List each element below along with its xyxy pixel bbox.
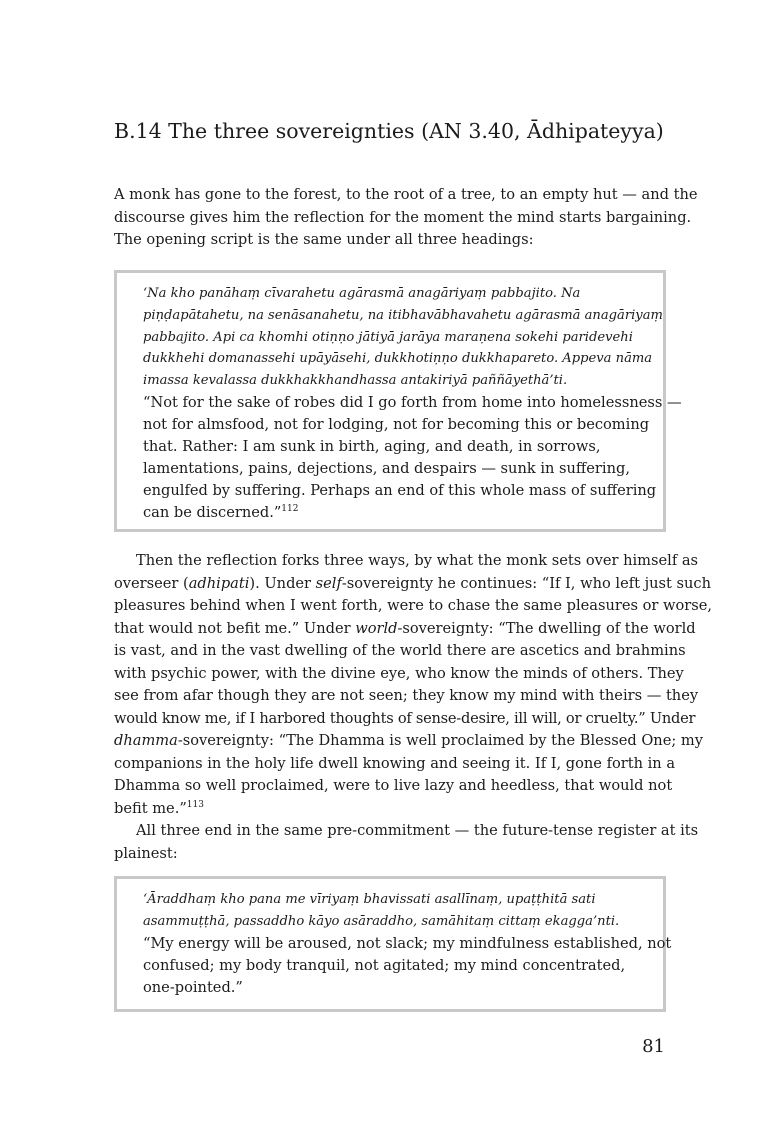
- body-line: [114, 573, 711, 596]
- text-run: -sovereignty he continues: “If I, who left just such: [341, 574, 711, 592]
- body-paragraph: [114, 550, 713, 865]
- english-line: lamentations, pains, dejections, and despairs — sunk in suffering,: [143, 459, 630, 477]
- body-line: with psychic power, with the divine eye, who know the minds of others. They: [114, 664, 684, 682]
- body-line: Then the reflection forks three ways, by what the monk sets over himself as: [136, 552, 699, 569]
- pali-line: ‘Na kho panāhaṃ cīvarahetu agārasmā anagāriyaṃ pabbajito. Na: [143, 286, 581, 301]
- body-line: Dhamma so well proclaimed, were to live lazy and heedless, that would not: [114, 777, 673, 794]
- text-run: -sovereignty: “The Dhamma is well proclaimed by the Blessed One; my: [177, 732, 703, 749]
- english-line: confused; my body tranquil, not agitated; my mind concentrated,: [143, 956, 626, 974]
- italic-term: adhipati: [188, 574, 250, 592]
- quote-box-closing: [114, 876, 672, 1012]
- pali-line: asammuṭṭhā, passaddho kāyo asāraddho, samāhitaṃ cittaṃ ekagga’nti.: [143, 913, 620, 929]
- english-line: not for almsfood, not for lodging, not for becoming this or becoming: [143, 415, 650, 433]
- body-line: pleasures behind when I went forth, were to chase the same pleasures or worse,: [114, 597, 713, 614]
- closing-line: All three end in the same pre-commitment — the future-tense register at its: [136, 822, 699, 839]
- english-line: “My energy will be aroused, not slack; my mindfulness established, not: [143, 934, 672, 952]
- footnote-ref-113[interactable]: 113: [186, 799, 204, 810]
- quote-box-opening: [114, 270, 682, 532]
- english-line-text: can be discerned.”: [143, 503, 282, 521]
- body-line: is vast, and in the vast dwelling of the world there are ascetics and brahmins: [114, 642, 686, 659]
- body-line: [114, 798, 666, 821]
- section-heading: B.14 The three sovereignties (AN 3.40, Ādhipateyya): [114, 119, 664, 143]
- text-run: ). Under: [249, 574, 316, 592]
- english-line: one-pointed.”: [143, 978, 243, 996]
- body-line: would know me, if I harbored thoughts of sense-desire, ill will, or cruelty.” Under: [114, 709, 696, 727]
- english-line: that. Rather: I am sunk in birth, aging, and death, in sorrows,: [143, 437, 601, 455]
- body-line: [114, 730, 703, 753]
- pali-line: piṇḍapātahetu, na senāsanahetu, na itibhavābhavahetu agārasmā anagāriyaṃ: [143, 307, 663, 323]
- closing-line: plainest:: [114, 844, 178, 862]
- body-line: see from afar though they are not seen; they know my mind with theirs — they: [114, 687, 699, 704]
- text-run: -sovereignty: “The dwelling of the world: [397, 619, 696, 637]
- english-line: “Not for the sake of robes did I go forth from home into homelessness —: [143, 393, 682, 411]
- page-number: 81: [642, 1036, 665, 1057]
- pali-line: ‘Āraddhaṃ kho pana me vīriyaṃ bhavissati asallīnaṃ, upaṭṭhitā sati: [143, 892, 596, 907]
- text-run: befit me.”: [114, 799, 187, 817]
- pali-line: pabbajito. Api ca khomhi otiṇṇo jātiyā jarāya maraṇena sokehi paridevehi: [143, 329, 633, 345]
- intro-line: The opening script is the same under all three headings:: [114, 231, 534, 248]
- italic-term: self: [315, 574, 342, 592]
- italic-term: world: [355, 619, 398, 637]
- body-line: [114, 618, 696, 641]
- body-line: companions in the holy life dwell knowing and seeing it. If I, gone forth in a: [114, 754, 676, 772]
- english-line: [143, 502, 663, 524]
- english-line: engulfed by suffering. Perhaps an end of this whole mass of suffering: [143, 481, 657, 499]
- pali-line: dukkhehi domanassehi upāyāsehi, dukkhotiṇṇo dukkhapareto. Appeva nāma: [143, 351, 653, 367]
- intro-line: discourse gives him the reflection for the moment the mind starts bargaining.: [114, 208, 692, 226]
- intro-line: A monk has gone to the forest, to the root of a tree, to an empty hut — and the: [114, 186, 698, 203]
- intro-paragraph: [114, 184, 698, 252]
- text-run: overseer (: [114, 574, 189, 592]
- text-run: that would not befit me.” Under: [114, 619, 356, 637]
- footnote-ref-112[interactable]: 112: [281, 503, 299, 514]
- italic-term: dhamma: [114, 732, 178, 749]
- pali-line: imassa kevalassa dukkhakkhandhassa antakiriyā paññāyethā’ti.: [143, 373, 568, 389]
